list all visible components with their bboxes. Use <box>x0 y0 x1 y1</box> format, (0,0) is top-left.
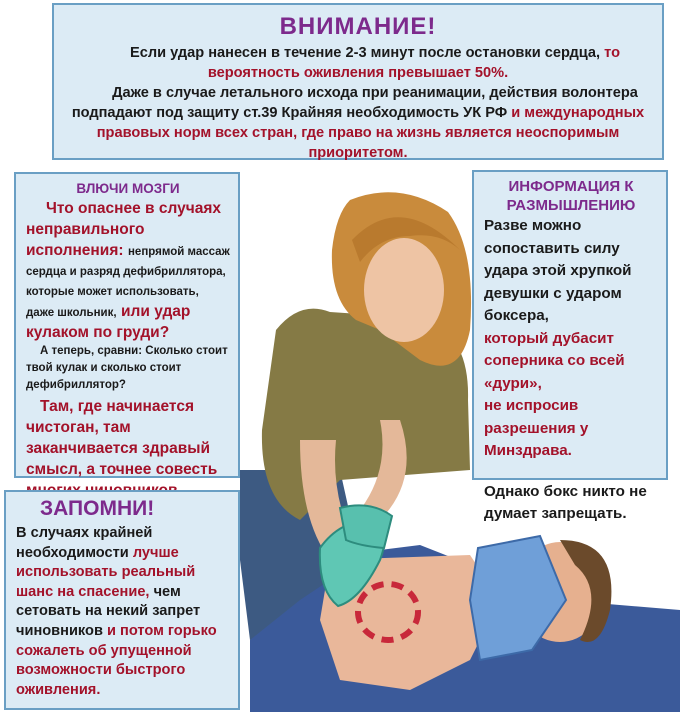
remember-text-dark-2: чем сетовать на некий запрет чиновников <box>16 583 201 639</box>
attention-highlight-2: и международных правовых норм всех стран, где право на жизнь является неоспоримым приоритетом. <box>96 105 645 161</box>
info-highlight: который дубасит соперника со всей «дури», <box>484 329 625 392</box>
think-conclusion: Там, где начинается чистоган, там заканчивается здравый смысл, а точнее совесть <box>26 398 218 478</box>
think-question-red-2: или удар кулаком по груди? <box>26 303 191 341</box>
attention-paragraph-1 <box>68 43 648 83</box>
info-highlight-2: не испросив разрешения у Минздрава. <box>484 397 589 459</box>
info-conclusion: Однако бокс никто не думает запрещать. <box>484 482 647 522</box>
info-title: ИНФОРМАЦИЯ К РАЗМЫШЛЕНИЮ <box>506 178 636 214</box>
attention-panel <box>52 3 664 160</box>
remember-text-dark: В случаях крайней необходимости <box>16 525 153 561</box>
think-question-text: непрямой массаж сердца и разряд дефибриллятора, которые может использовать, даже школьник, <box>26 246 230 319</box>
remember-text <box>16 524 230 700</box>
attention-paragraph-2 <box>68 83 648 163</box>
attention-text: Если удар нанесен в течение 2-3 минут после остановки сердца, <box>129 45 601 61</box>
think-title: ВЛЮЧИ МОЗГИ <box>76 181 180 196</box>
attention-title: ВНИМАНИЕ! <box>279 13 437 40</box>
think-question-red: Что опаснее в случаях неправильного исполнения: <box>26 200 222 259</box>
remember-text-red: лучше использовать реальный шанс на спасение, <box>16 544 196 600</box>
remember-text-red-2: и потом горько сожалеть об упущенной возможности быстрого оживления. <box>16 622 217 698</box>
info-panel <box>472 170 668 522</box>
info-text: Разве можно сопоставить силу удара этой хрупкой девушки с ударом боксера, <box>484 217 632 324</box>
think-panel <box>14 172 240 478</box>
attention-text-2: Даже в случае летального исхода при реанимации, действия волонтера подпадают под защиту ст.39 Крайняя необходимость УК РФ <box>71 85 638 121</box>
think-question <box>26 198 230 343</box>
rescuer-face <box>364 238 444 342</box>
attention-highlight: то вероятность оживления превышает 50%. <box>207 45 621 81</box>
think-compare: А теперь, сравни: Сколько стоит твой кулак и сколько стоит дефибриллятор? <box>26 345 228 391</box>
remember-panel <box>4 490 240 710</box>
remember-title: ЗАПОМНИ! <box>40 497 155 520</box>
glove-right <box>340 505 392 548</box>
